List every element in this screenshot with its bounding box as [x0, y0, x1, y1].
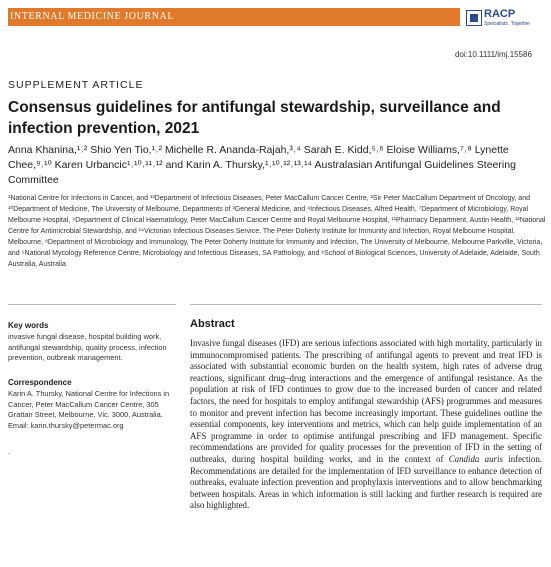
abstract-paragraph — [190, 338, 542, 512]
abstract-divider — [190, 304, 542, 305]
abstract-body — [190, 338, 542, 512]
doi: doi:10.1111/imj.15586 — [455, 50, 532, 59]
racp-logo-icon — [466, 10, 482, 26]
racp-logo-name: RACP — [484, 8, 516, 20]
sidebar-divider — [8, 304, 176, 305]
racp-logo — [466, 8, 536, 32]
abstract-text-part-1: Invasive fungal diseases (IFD) are serious infections associated with high mortality, particularly in immunocompromised patients. The prescribing of antifungal agents to prevent and treat IFD is associated with substantial economic burden on the health system, high rates of adverse drug reactions, significant drug–drug interactions and the emergence of antifungal resistance. As the population at risk of IFD continues to grow due to the increased burden of cancer and related factors, the need for hospitals to employ antifungal stewardship (AFS) programmes and measures to monitor and prevent infection has become increasingly important. These guidelines outline the essential components, key interventions and metrics, which can help guide implementation of an AFS programme in order to optimise antifungal prescribing and IFD management. Specific recommendations are provided for quality processes for the prevention of IFD in the setting of outbreaks, during hospital building works, and in the context of — [190, 338, 542, 464]
abstract-text-part-2: infection. Recommendations are detailed for the implementation of IFD surveillance to enhance detection of outbreaks, evaluate infection prevention and prophylaxis interventions and to allow benchmarking between hospitals. Areas in which information is still lacking and further research is required are also highlighted. — [190, 453, 542, 511]
keywords-heading: Key words — [8, 321, 49, 330]
article-title: Consensus guidelines for antifungal stewardship, surveillance and infection prevention, 2021 — [8, 99, 501, 137]
affiliations: ¹National Centre for Infections in Cancer, and ¹³Department of Infectious Diseases, Peter MacCallum Cancer Centre, ²Sir Peter MacCallum Department of Oncology, and ¹⁰Department of Medicine, The University of Melbourne, Departments of ³General Medicine, and ⁴Infectious Diseases, Alfred Health, ⁷Department of Microbiology, Royal Melbourne Hospital, ⁹Department of Clinical Haematology, Peter MacCallum Cancer Centre and Royal Melbourne Hospital, ¹¹Pharmacy Department, Austin Health, ¹²National Centre for Antimicrobial Stewardship, and ¹⁴Victorian Infectious Diseases Service, The Peter Doherty Institute for Immunity and Infection, Royal Melbourne Hospital, Melbourne, ⁸Department of Microbiology and Immunology, The Peter Doherty Institute for Immunity and Infection, The University of Melbourne, Melbourne Parkville, Victoria, and ⁵National Mycology Reference Centre, Microbiology and Infectious Diseases, SA Pathology, and ⁶School of Biological Sciences, University of Adelaide, Adelaide, South Australia, Australia — [8, 195, 546, 268]
racp-logo-tagline: Specialists. Together — [484, 21, 531, 27]
journal-title: INTERNAL MEDICINE JOURNAL — [10, 11, 175, 22]
author-list: Anna Khanina,¹˒² Shio Yen Tio,¹˒² Michelle R. Ananda-Rajah,³˒⁴ Sarah E. Kidd,⁵˒⁶ Eloise Williams,⁷˒⁸ Lynette Chee,⁹˒¹⁰ Karen Urbancic¹˒¹⁰˒¹¹˒¹² and Karin A. Thursky,¹˒¹⁰˒¹²˒¹³˒¹⁴ Australasian Antifungal Guidelines Steering Committee — [8, 144, 516, 186]
keywords-text: invasive fungal disease, hospital building work, antifungal stewardship, quality process, infection prevention, outbreak management. — [8, 332, 167, 362]
correspondence-heading: Correspondence — [8, 378, 72, 387]
abstract-species-name: Candida auris — [448, 453, 503, 464]
section-label: SUPPLEMENT ARTICLE — [8, 79, 144, 91]
abstract-heading: Abstract — [190, 318, 235, 330]
sidebar-mark: . — [8, 447, 11, 456]
correspondence-text: Karin A. Thursky, National Centre for Infections in Cancer, Peter MacCallum Cancer Centre, 305 Grattan Street, Melbourne, Vic. 3000, Australia. Email: karin.thursky@petermac.org — [8, 389, 170, 430]
